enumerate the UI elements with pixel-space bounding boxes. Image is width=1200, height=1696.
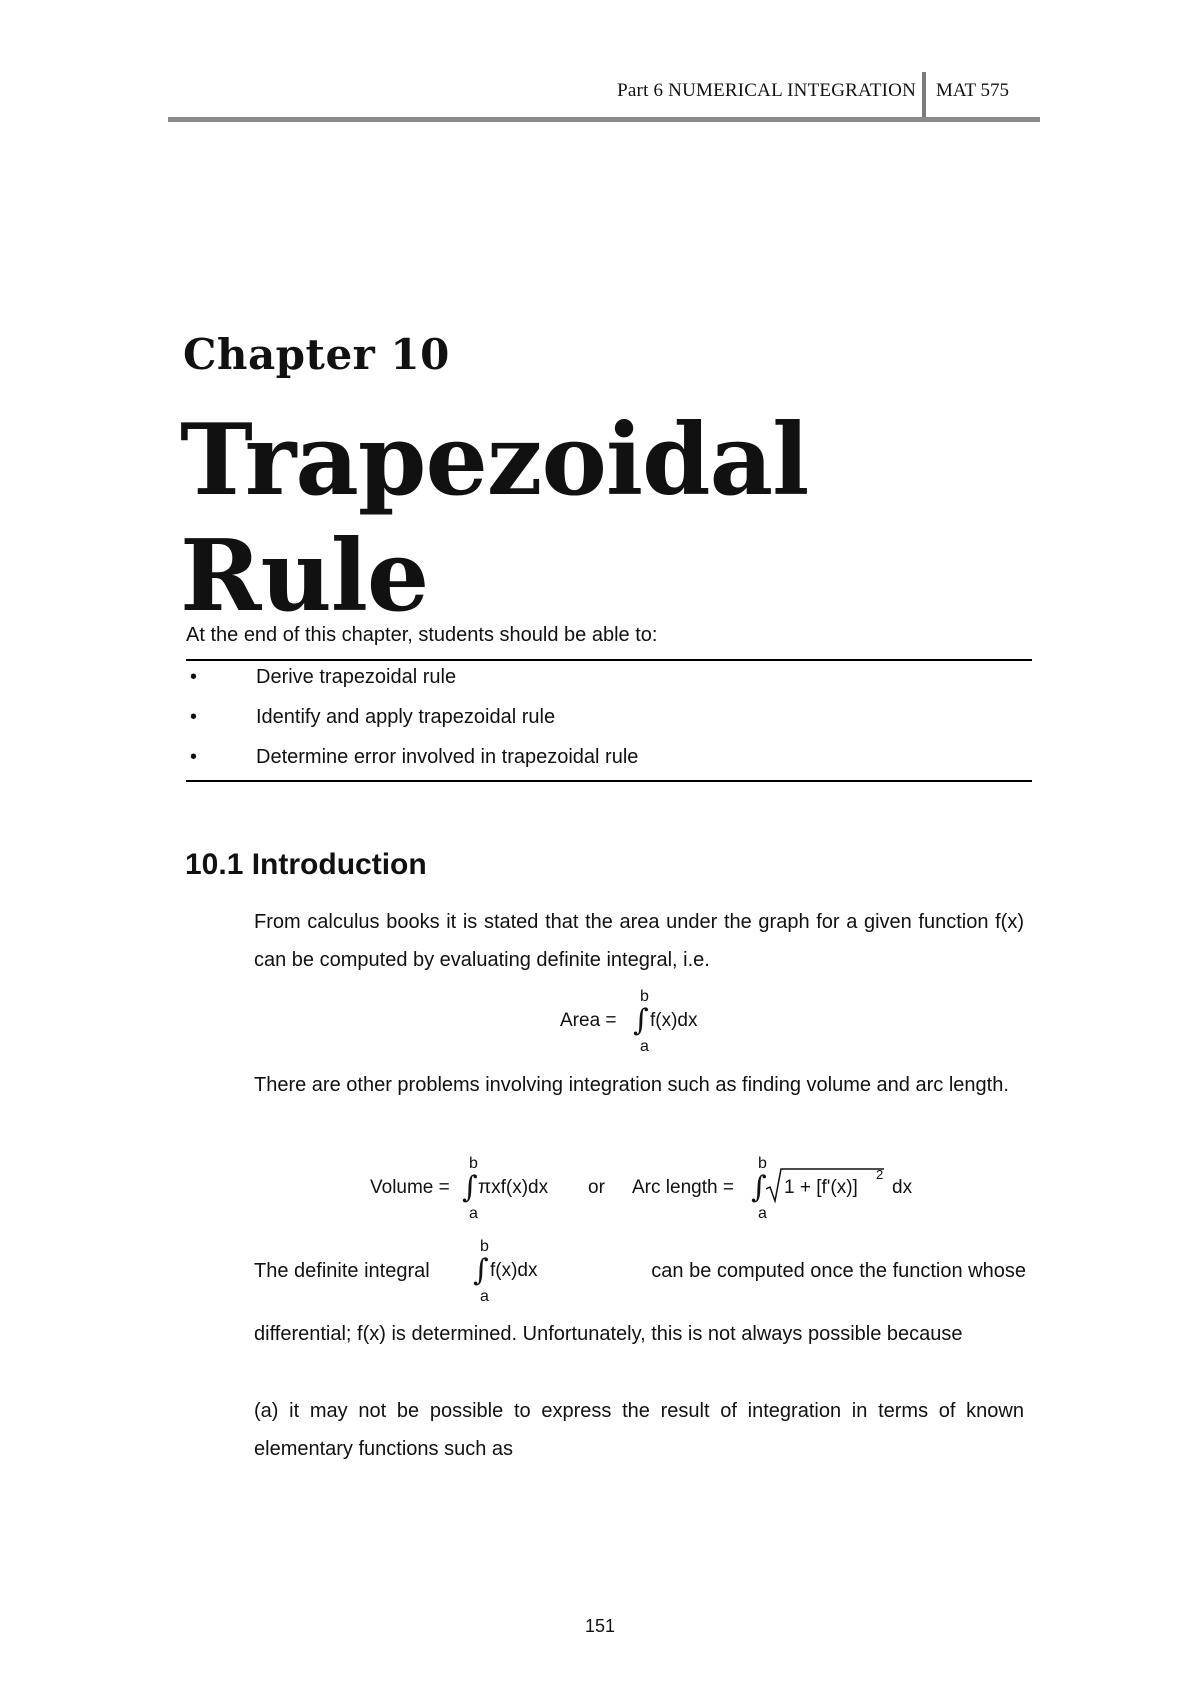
integrand: f(x)dx [490, 1260, 538, 1281]
objective-text: Determine error involved in trapezoidal rule [256, 746, 639, 768]
lower-limit: a [640, 1038, 649, 1055]
integral-sign-icon: ∫ [751, 1170, 767, 1205]
running-header-part: Part 6 NUMERICAL INTEGRATION [617, 80, 916, 101]
paragraph: There are other problems involving integration such as finding volume and arc length. [254, 1074, 1009, 1096]
lower-limit: a [758, 1205, 767, 1222]
objectives-top-rule [186, 659, 1032, 661]
page-number: 151 [584, 1616, 616, 1636]
bullet-icon: • [190, 746, 198, 768]
paragraph: (a) it may not be possible to express the result of integration in terms of known elementary functions such as [254, 1400, 1024, 1460]
objective-item [186, 666, 1032, 696]
integrand: πxf(x)dx [478, 1177, 549, 1198]
objective-item [186, 706, 1032, 736]
integral-sign-icon: ∫ [462, 1170, 478, 1205]
integrand: f(x)dx [650, 1010, 698, 1031]
objective-item [186, 746, 1032, 776]
exponent: 2 [876, 1167, 884, 1182]
chapter-title-line1: Trapezoidal [180, 403, 809, 518]
eq-label: Arc length = [632, 1177, 734, 1198]
header-separator [922, 72, 926, 118]
bullet-icon: • [190, 706, 198, 728]
objectives-intro: At the end of this chapter, students should be able to: [186, 624, 658, 646]
objective-text: Derive trapezoidal rule [256, 666, 457, 688]
header-rule [168, 117, 1040, 122]
area-equation [560, 988, 800, 1058]
radicand: 1 + [f'(x)] [784, 1177, 858, 1198]
upper-limit: b [758, 1155, 767, 1172]
chapter-title-line2: Rule [180, 519, 429, 634]
running-header-course: MAT 575 [936, 80, 1010, 101]
objective-text: Identify and apply trapezoidal rule [256, 706, 556, 728]
paragraph: From calculus books it is stated that the area under the graph for a given function f(x) can be computed by evaluating definite integral, i.e. [254, 911, 1024, 971]
objectives-bottom-rule [186, 780, 1032, 782]
integral-sign-icon: ∫ [633, 1003, 649, 1038]
definite-integral-line [254, 1238, 1026, 1308]
lower-limit: a [480, 1288, 489, 1305]
differential: dx [892, 1177, 913, 1198]
lower-limit: a [469, 1205, 478, 1222]
eq-label: Area = [560, 1010, 617, 1031]
text-run: can be computed once the function whose [651, 1260, 1026, 1282]
volume-arclength-equation [370, 1155, 930, 1225]
section-heading: 10.1 Introduction [185, 848, 427, 881]
bullet-icon: • [190, 666, 198, 688]
eq-label: Volume = [370, 1177, 450, 1198]
upper-limit: b [640, 988, 649, 1005]
integral-sign-icon: ∫ [473, 1253, 489, 1288]
text-run: The definite integral [254, 1260, 430, 1282]
upper-limit: b [480, 1238, 489, 1255]
upper-limit: b [469, 1155, 478, 1172]
paragraph: differential; f(x) is determined. Unfortunately, this is not always possible because [254, 1323, 963, 1345]
or-word: or [588, 1177, 605, 1198]
chapter-label: Chapter 10 [183, 330, 450, 379]
